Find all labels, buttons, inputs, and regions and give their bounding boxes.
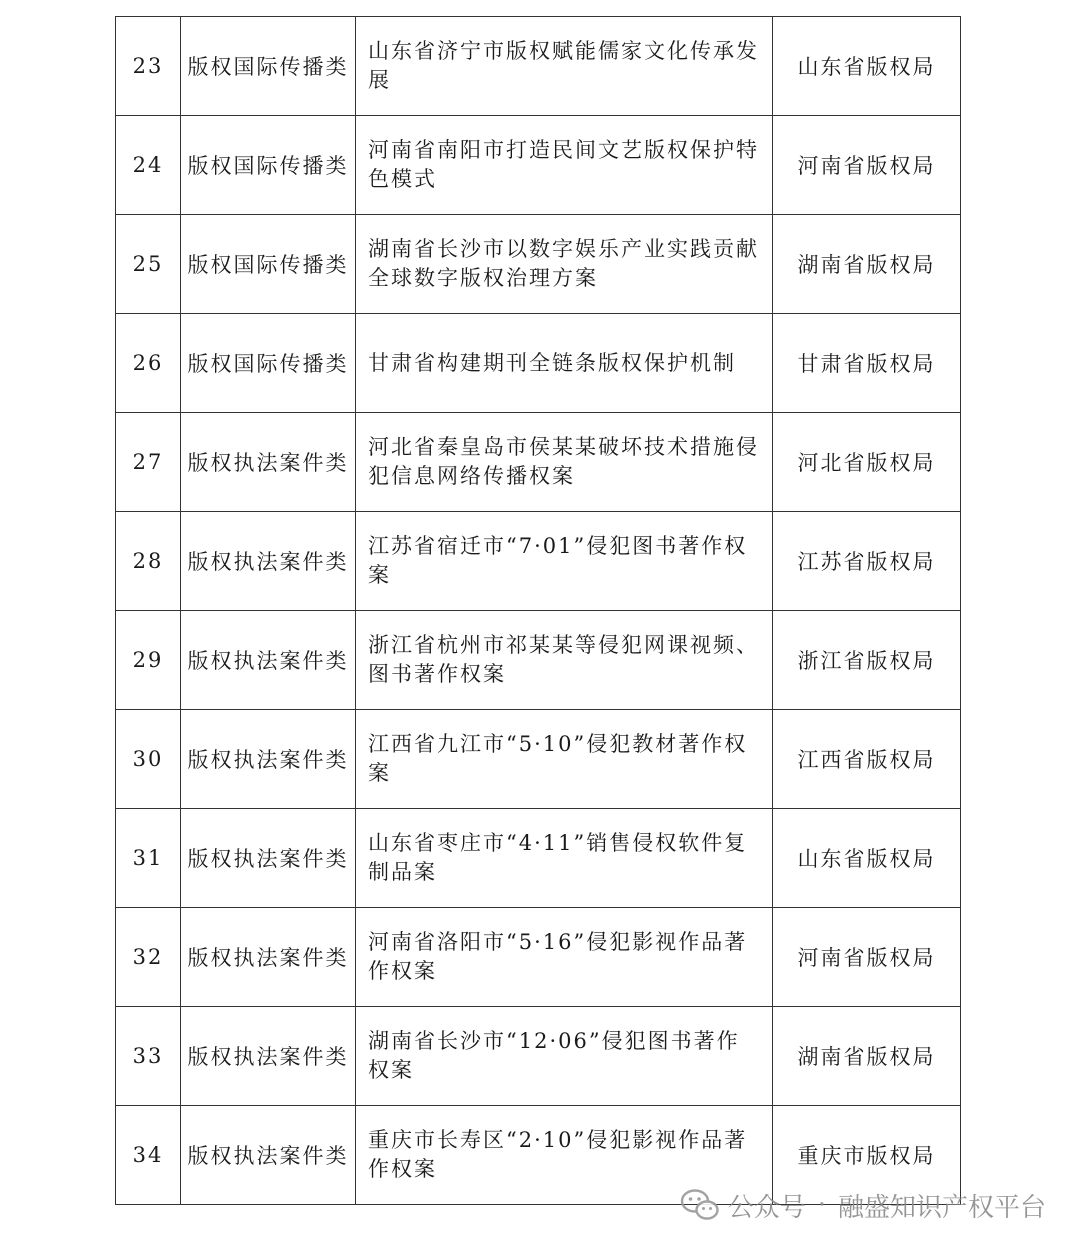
row-organization: 河南省版权局 xyxy=(773,908,961,1007)
row-number: 29 xyxy=(116,611,181,710)
row-category: 版权执法案件类 xyxy=(181,710,356,809)
table-row xyxy=(116,809,961,908)
row-number: 25 xyxy=(116,215,181,314)
row-organization: 浙江省版权局 xyxy=(773,611,961,710)
row-number: 24 xyxy=(116,116,181,215)
row-number: 28 xyxy=(116,512,181,611)
watermark-account-name: 融盛知识产权平台 xyxy=(837,1192,1046,1223)
row-organization: 湖南省版权局 xyxy=(773,1007,961,1106)
table-row xyxy=(116,116,961,215)
row-organization: 湖南省版权局 xyxy=(773,215,961,314)
row-name: 山东省枣庄市“4·11”销售侵权软件复制品案 xyxy=(356,809,773,908)
row-category: 版权执法案件类 xyxy=(181,1106,356,1205)
row-name: 浙江省杭州市祁某某等侵犯网课视频、图书著作权案 xyxy=(356,611,773,710)
table-body xyxy=(116,17,961,1205)
row-number: 33 xyxy=(116,1007,181,1106)
row-name: 湖南省长沙市“12·06”侵犯图书著作权案 xyxy=(356,1007,773,1106)
row-organization: 重庆市版权局 xyxy=(773,1106,961,1205)
table-row xyxy=(116,17,961,116)
row-category: 版权执法案件类 xyxy=(181,1007,356,1106)
row-category: 版权执法案件类 xyxy=(181,809,356,908)
row-category: 版权国际传播类 xyxy=(181,215,356,314)
row-number: 32 xyxy=(116,908,181,1007)
row-number: 23 xyxy=(116,17,181,116)
row-name: 河北省秦皇岛市侯某某破坏技术措施侵犯信息网络传播权案 xyxy=(356,413,773,512)
table-row xyxy=(116,512,961,611)
wechat-watermark xyxy=(680,1186,1046,1224)
row-organization: 甘肃省版权局 xyxy=(773,314,961,413)
row-category: 版权国际传播类 xyxy=(181,17,356,116)
table-row xyxy=(116,1007,961,1106)
row-name: 重庆市长寿区“2·10”侵犯影视作品著作权案 xyxy=(356,1106,773,1205)
row-number: 27 xyxy=(116,413,181,512)
row-number: 31 xyxy=(116,809,181,908)
row-organization: 山东省版权局 xyxy=(773,809,961,908)
row-category: 版权执法案件类 xyxy=(181,512,356,611)
row-name: 江苏省宿迁市“7·01”侵犯图书著作权案 xyxy=(356,512,773,611)
wechat-icon xyxy=(680,1188,720,1222)
row-name: 河南省洛阳市“5·16”侵犯影视作品著作权案 xyxy=(356,908,773,1007)
row-category: 版权国际传播类 xyxy=(181,314,356,413)
row-organization: 江西省版权局 xyxy=(773,710,961,809)
row-category: 版权国际传播类 xyxy=(181,116,356,215)
table-row xyxy=(116,413,961,512)
row-name: 河南省南阳市打造民间文艺版权保护特色模式 xyxy=(356,116,773,215)
row-number: 34 xyxy=(116,1106,181,1205)
award-list-table xyxy=(115,16,961,1205)
row-name: 湖南省长沙市以数字娱乐产业实践贡献全球数字版权治理方案 xyxy=(356,215,773,314)
row-category: 版权执法案件类 xyxy=(181,413,356,512)
watermark-separator: · xyxy=(817,1190,826,1220)
row-organization: 河南省版权局 xyxy=(773,116,961,215)
row-category: 版权执法案件类 xyxy=(181,908,356,1007)
table-row xyxy=(116,908,961,1007)
row-organization: 江苏省版权局 xyxy=(773,512,961,611)
row-name: 山东省济宁市版权赋能儒家文化传承发展 xyxy=(356,17,773,116)
table-row xyxy=(116,611,961,710)
row-organization: 山东省版权局 xyxy=(773,17,961,116)
row-category: 版权执法案件类 xyxy=(181,611,356,710)
row-number: 26 xyxy=(116,314,181,413)
row-number: 30 xyxy=(116,710,181,809)
row-organization: 河北省版权局 xyxy=(773,413,961,512)
table-row xyxy=(116,710,961,809)
table-row xyxy=(116,314,961,413)
watermark-account-label: 公众号 xyxy=(727,1192,806,1223)
table-row xyxy=(116,215,961,314)
row-name: 甘肃省构建期刊全链条版权保护机制 xyxy=(356,314,773,413)
row-name: 江西省九江市“5·10”侵犯教材著作权案 xyxy=(356,710,773,809)
